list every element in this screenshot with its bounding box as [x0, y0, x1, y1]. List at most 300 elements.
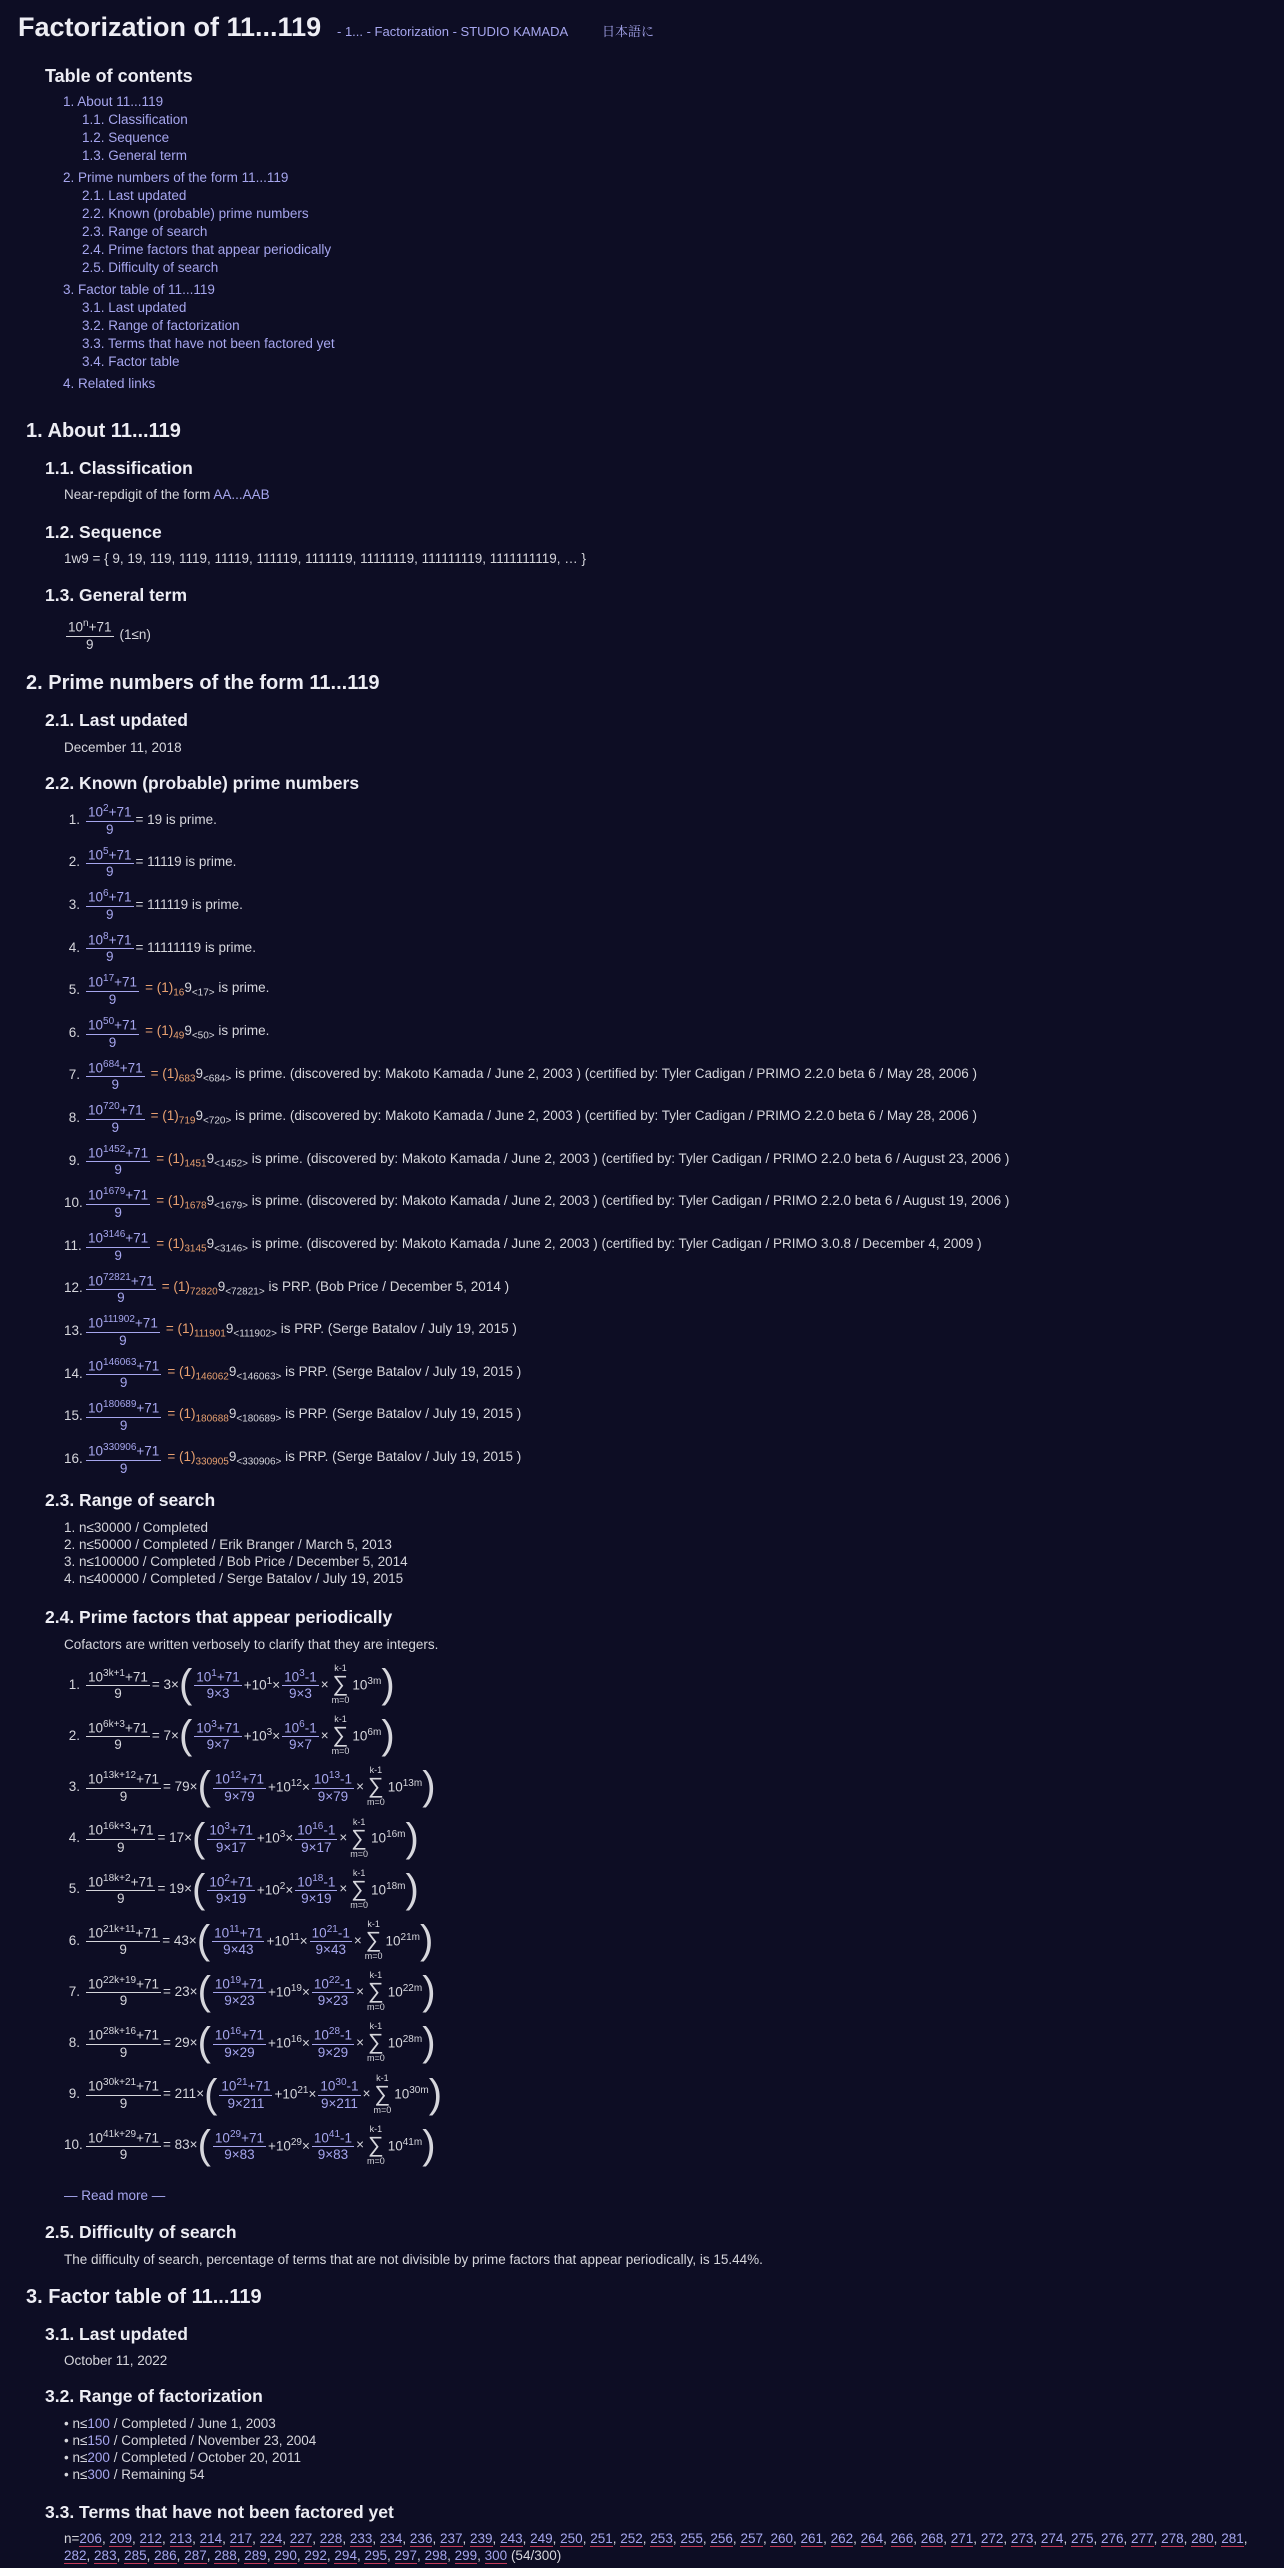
- fraction[interactable]: [312, 2024, 354, 2061]
- fraction-denominator: 9: [111, 1077, 120, 1093]
- term-link[interactable]: 274: [1040, 2531, 1064, 2546]
- exponent: 28: [328, 2026, 341, 2038]
- right-paren: ): [381, 1662, 395, 1706]
- repunit-part: = (1): [145, 980, 174, 996]
- exponent: 3: [266, 1726, 273, 1738]
- term-link[interactable]: 209: [109, 2531, 132, 2546]
- sum-upper: k-1: [369, 1970, 383, 1981]
- toc-link[interactable]: 3.2. Range of factorization: [82, 318, 240, 333]
- fraction[interactable]: [86, 1440, 161, 1477]
- toc-list: [45, 93, 335, 393]
- factor-text: = 211×: [163, 2086, 205, 2102]
- fraction-numerator: $10^{21}+71$: [221, 2077, 271, 2094]
- left-paren: (: [178, 1713, 193, 1758]
- term-link[interactable]: 289: [244, 2548, 267, 2563]
- toc-item: [45, 241, 335, 259]
- term-link[interactable]: 292: [304, 2548, 327, 2563]
- toc-item: [45, 353, 335, 371]
- toc-link[interactable]: 1. About 11...119: [63, 94, 164, 109]
- fraction-numerator: $10^{16k+3}+71$: [88, 1821, 154, 1838]
- exponent: 111902: [103, 1314, 135, 1326]
- length-marker: <684>: [202, 1073, 232, 1085]
- fraction[interactable]: [219, 2075, 272, 2112]
- fraction[interactable]: [207, 1819, 255, 1856]
- fraction[interactable]: [194, 1666, 242, 1703]
- fraction-denominator: 9: [119, 1788, 128, 1804]
- prime-index: 16.: [64, 1450, 83, 1466]
- range-item: • n≤150 / Completed / November 23, 2004: [64, 2433, 317, 2448]
- prime-index: 12.: [64, 1280, 83, 1296]
- toc-link[interactable]: 2.5. Difficulty of search: [82, 260, 219, 275]
- fraction[interactable]: [194, 1717, 242, 1754]
- toc-link[interactable]: 2.4. Prime factors that appear periodically: [82, 242, 332, 257]
- exponent: 3146: [103, 1229, 126, 1240]
- fraction[interactable]: [86, 1312, 160, 1349]
- term-link[interactable]: 287: [184, 2548, 207, 2563]
- fraction-numerator: $10^{18}-1$: [297, 1872, 336, 1890]
- fraction: [86, 1973, 161, 2010]
- right-paren: ): [422, 1764, 436, 1809]
- sum-term: $10^{13m}$: [387, 1778, 423, 1795]
- fraction-denominator: 9×3: [288, 1686, 312, 1702]
- right-paren: ): [428, 2071, 443, 2116]
- repunit-part: = (1): [161, 1278, 190, 1294]
- fraction-denominator: 9×23: [317, 1993, 349, 2009]
- sum-lower: m=0: [366, 2002, 385, 2013]
- fraction-numerator: $10^{17}+71$: [88, 973, 138, 990]
- factor-text: = 7×: [151, 1727, 179, 1743]
- term-link[interactable]: 234: [379, 2531, 403, 2546]
- repunit-part: = (1): [156, 1193, 185, 1209]
- exponent: 12: [229, 1770, 242, 1782]
- repeat-count: 16: [173, 987, 185, 999]
- fraction-denominator: 9: [119, 2147, 128, 2163]
- sigma-symbol: ∑: [367, 2029, 384, 2055]
- fraction[interactable]: [282, 1666, 319, 1703]
- fraction-numerator: $10^{13}-1$: [313, 1770, 353, 1787]
- exponent: 72821: [103, 1271, 131, 1283]
- exponent: 16k+3: [103, 1821, 131, 1833]
- fraction[interactable]: [86, 929, 134, 966]
- fraction-denominator: 9×211: [321, 2095, 358, 2111]
- prime-note: is PRP. (Bob Price / December 5, 2014 ): [264, 1278, 510, 1294]
- prime-index: 8.: [68, 1109, 80, 1125]
- fraction-denominator: 9: [119, 1375, 128, 1391]
- fraction[interactable]: [86, 886, 134, 923]
- sigma-symbol: ∑: [332, 1671, 349, 1696]
- sum-upper: k-1: [369, 2123, 383, 2134]
- term-link[interactable]: 243: [500, 2531, 523, 2546]
- periodic-index: 10.: [64, 2137, 83, 2153]
- fraction-numerator: $10^{18k+2}+71$: [88, 1872, 154, 1890]
- times-sign: ×: [339, 1881, 348, 1897]
- term-link[interactable]: 297: [394, 2548, 418, 2563]
- prime-entry: [64, 971, 269, 1008]
- fraction[interactable]: [86, 1397, 161, 1434]
- toc-link[interactable]: 4. Related links: [63, 376, 156, 391]
- prime-index: 1.: [68, 811, 80, 827]
- prime-note: is prime. (discovered by: Makoto Kamada / June 2, 2003 ) (certified by: Tyler Cadigan / PRIMO 2.2.0 beta 6 / August 19, 2006 ): [248, 1193, 1010, 1209]
- fraction[interactable]: [310, 1922, 352, 1959]
- fraction[interactable]: [86, 1227, 150, 1264]
- toc-link[interactable]: 1.1. Classification: [82, 112, 188, 127]
- term-link[interactable]: 278: [1161, 2531, 1184, 2546]
- exponent: 16: [312, 1821, 324, 1833]
- times-sign: ×: [356, 1778, 364, 1794]
- middle-term: $+10^{12}\times$: [267, 1778, 310, 1795]
- range-item: • n≤200 / Completed / October 20, 2011: [64, 2450, 302, 2465]
- toc-link[interactable]: 3.1. Last updated: [82, 300, 187, 315]
- length-marker: <180689>: [236, 1413, 282, 1425]
- term-link[interactable]: 213: [169, 2531, 193, 2546]
- prime-entry: [64, 1142, 1009, 1179]
- prime-entry: [64, 1014, 269, 1051]
- final-digit: 9: [228, 1363, 237, 1379]
- middle-term: $+10^{29}\times$: [267, 2136, 310, 2154]
- term-link[interactable]: 212: [139, 2531, 163, 2546]
- fraction: [86, 2024, 161, 2061]
- term-link[interactable]: 268: [920, 2531, 944, 2546]
- fraction-denominator: 9×19: [215, 1891, 247, 1907]
- exponent: 3: [224, 1821, 230, 1833]
- term-link[interactable]: 264: [860, 2531, 884, 2546]
- term-link[interactable]: 206: [79, 2531, 102, 2546]
- final-digit: 9: [206, 1150, 215, 1166]
- middle-term: $+10^3\times$: [256, 1829, 294, 1846]
- factor-text: = 29×: [163, 2034, 198, 2050]
- toc-item: [45, 259, 335, 277]
- fraction[interactable]: [213, 1973, 266, 2010]
- sum-term: $10^{18m}$: [371, 1880, 406, 1898]
- prime-entry: [64, 1270, 509, 1307]
- sum-lower: m=0: [373, 2104, 392, 2115]
- classification-link[interactable]: AA...AAB: [213, 487, 270, 502]
- term-link[interactable]: 272: [980, 2531, 1004, 2546]
- periodic-entry: [64, 1817, 419, 1859]
- toc-link[interactable]: 2.3. Range of search: [82, 224, 208, 239]
- repunit-part: = (1): [156, 1150, 185, 1166]
- table-of-contents: [45, 66, 335, 393]
- exponent: 13: [328, 1770, 341, 1782]
- fraction[interactable]: [312, 1973, 354, 2010]
- fraction-denominator: 9: [119, 2095, 128, 2111]
- exponent: 5: [103, 845, 109, 857]
- toc-item: [45, 187, 335, 205]
- fraction: [86, 2127, 161, 2164]
- term-link[interactable]: 299: [454, 2548, 478, 2563]
- language-link[interactable]: 日本語に: [602, 24, 655, 39]
- fraction-numerator: $10^3+71$: [209, 1821, 253, 1838]
- term-link[interactable]: 281: [1221, 2531, 1244, 2546]
- fraction-numerator: $10^{12}+71$: [214, 1770, 264, 1787]
- toc-item: [45, 129, 335, 147]
- fraction-numerator: $10^{111902}+71$: [88, 1314, 158, 1331]
- fraction[interactable]: [213, 2024, 266, 2061]
- left-paren: (: [197, 2122, 211, 2167]
- exponent: 3: [279, 1829, 286, 1841]
- fraction-numerator: $10^{720}+71$: [88, 1101, 143, 1118]
- fraction-denominator: 9×43: [223, 1942, 254, 1958]
- sum-upper: k-1: [376, 2072, 389, 2083]
- repeat-count: 330905: [195, 1456, 229, 1468]
- term-link[interactable]: 217: [229, 2531, 253, 2546]
- term-link[interactable]: 290: [274, 2548, 297, 2563]
- fraction[interactable]: [207, 1871, 255, 1908]
- fraction-numerator: $10^{22}-1$: [313, 1974, 353, 1992]
- fraction-numerator: $10^{30}-1$: [320, 2077, 359, 2094]
- term-link[interactable]: 239: [470, 2531, 493, 2546]
- range-of-factorization-list: [64, 2415, 316, 2483]
- fraction-numerator: $10^6-1$: [284, 1718, 317, 1736]
- fraction-denominator: 9: [114, 1162, 122, 1178]
- middle-term: $+10^2\times$: [256, 1880, 294, 1898]
- exponent: 41: [328, 2128, 341, 2140]
- term-link[interactable]: 275: [1070, 2531, 1094, 2546]
- fraction[interactable]: [86, 1355, 161, 1392]
- sum-upper: k-1: [369, 1765, 383, 1776]
- toc-link[interactable]: 2.1. Last updated: [82, 188, 187, 203]
- range-link[interactable]: 300: [87, 2467, 110, 2482]
- sum-term: $10^{22m}$: [387, 1982, 423, 2000]
- exponent: 19: [229, 1974, 242, 1986]
- term-link[interactable]: 294: [334, 2548, 357, 2563]
- fraction: [86, 1871, 155, 1908]
- toc-item: [45, 169, 335, 187]
- term-link[interactable]: 283: [94, 2548, 117, 2563]
- exponent: 3: [211, 1718, 217, 1730]
- prime-equation: [167, 1449, 521, 1468]
- fraction-numerator: $10^1+71$: [196, 1667, 240, 1685]
- summation: [367, 2021, 385, 2063]
- fraction-numerator: $10^{41k+29}+71$: [88, 2128, 160, 2146]
- sum-lower: m=0: [350, 1899, 369, 1910]
- periodic-entry: [64, 2021, 436, 2063]
- middle-term: $+10^3\times$: [243, 1726, 281, 1744]
- sum-lower: m=0: [366, 1797, 385, 1808]
- terms-count: (54/300): [507, 2548, 562, 2563]
- repunit-part: = (1): [165, 1321, 194, 1337]
- breadcrumb-link[interactable]: - 1... - Factorization - STUDIO KAMADA: [337, 24, 569, 39]
- term-link[interactable]: 266: [890, 2531, 914, 2546]
- fraction[interactable]: [86, 971, 139, 1008]
- fraction-numerator: $10^{16}-1$: [297, 1821, 336, 1838]
- exponent: 146063: [103, 1356, 137, 1368]
- toc-link[interactable]: 1.3. General term: [82, 148, 188, 163]
- term-link[interactable]: 253: [650, 2531, 673, 2546]
- term-link[interactable]: 286: [154, 2548, 177, 2563]
- term-link[interactable]: 260: [770, 2531, 794, 2546]
- term-link[interactable]: 276: [1101, 2531, 1124, 2546]
- general-term-condition: (1≤n): [119, 626, 151, 642]
- times-sign: ×: [339, 1830, 348, 1846]
- fraction[interactable]: [86, 1014, 139, 1051]
- exponent: 22: [328, 1974, 341, 1986]
- left-paren: (: [197, 2020, 211, 2065]
- term-link[interactable]: 224: [259, 2531, 283, 2546]
- fraction[interactable]: [212, 1922, 264, 1959]
- term-link[interactable]: 228: [319, 2531, 343, 2546]
- term-link[interactable]: 285: [124, 2548, 147, 2563]
- fraction[interactable]: [86, 1184, 150, 1221]
- toc-item: [45, 205, 335, 223]
- term-link[interactable]: 255: [680, 2531, 703, 2546]
- range-link[interactable]: 150: [87, 2433, 110, 2448]
- fraction-denominator: 9×17: [215, 1839, 247, 1855]
- toc-link[interactable]: 3.3. Terms that have not been factored yet: [82, 336, 335, 351]
- periodic-factors-heading: 2.4. Prime factors that appear periodically: [45, 1607, 393, 1627]
- exponent: 21m: [400, 1931, 420, 1943]
- fraction-denominator: 9: [119, 1993, 128, 2009]
- fraction[interactable]: [213, 1768, 266, 1805]
- fraction[interactable]: [86, 1057, 145, 1094]
- unfactored-terms-heading: 3.3. Terms that have not been factored yet: [45, 2502, 394, 2522]
- fraction-denominator: 9×23: [224, 1993, 255, 2009]
- periodic-entry: [64, 2124, 436, 2166]
- toc-item: [45, 93, 335, 111]
- fraction-denominator: 9: [119, 1417, 128, 1433]
- toc-link[interactable]: 3.4. Factor table: [82, 354, 180, 369]
- term-link[interactable]: 250: [560, 2531, 583, 2546]
- fraction-denominator: 9: [116, 1839, 125, 1855]
- term-link[interactable]: 261: [800, 2531, 824, 2546]
- prime-index: 2.: [68, 854, 80, 870]
- fraction[interactable]: [312, 2127, 354, 2164]
- exponent: 3: [299, 1667, 305, 1679]
- exponent: 17: [103, 973, 115, 985]
- term-link[interactable]: 236: [409, 2531, 433, 2546]
- right-paren: ): [381, 1713, 395, 1758]
- toc-link[interactable]: 1.2. Sequence: [82, 130, 170, 145]
- term-link[interactable]: 271: [950, 2531, 974, 2546]
- term-link[interactable]: 257: [740, 2531, 763, 2546]
- fraction-denominator: 9: [105, 949, 114, 965]
- fraction-numerator: $10^{16}+71$: [214, 2026, 264, 2043]
- left-paren: (: [178, 1662, 193, 1706]
- term-link[interactable]: 282: [64, 2548, 87, 2563]
- fraction[interactable]: [318, 2075, 360, 2112]
- fraction-denominator: 9×3: [206, 1686, 230, 1702]
- fraction-numerator: $10^{41}-1$: [313, 2128, 353, 2146]
- term-link[interactable]: 252: [620, 2531, 643, 2546]
- final-digit: 9: [228, 1406, 237, 1422]
- general-term-fraction: $\frac{10^n+71}{9}$: [68, 618, 112, 652]
- fraction[interactable]: [213, 2127, 266, 2164]
- exponent: 8: [103, 930, 109, 942]
- toc-link[interactable]: 3. Factor table of 11...119: [63, 282, 215, 297]
- periodic-index: 4.: [68, 1830, 80, 1846]
- exponent: 2: [279, 1880, 286, 1892]
- term-link[interactable]: 237: [439, 2531, 463, 2546]
- fraction[interactable]: [295, 1819, 337, 1856]
- toc-item: [45, 299, 335, 317]
- fraction-numerator: $10^{11}+71$: [214, 1923, 263, 1941]
- sigma-symbol: ∑: [367, 1773, 384, 1799]
- final-digit: 9: [184, 1022, 192, 1038]
- prime-index: 11.: [64, 1237, 82, 1253]
- prime-entry: [64, 1397, 521, 1434]
- fraction[interactable]: [86, 844, 134, 881]
- periodic-entry: [64, 1663, 395, 1705]
- fraction[interactable]: [282, 1717, 319, 1754]
- term-link[interactable]: 233: [349, 2531, 373, 2546]
- term-link[interactable]: 251: [590, 2531, 613, 2546]
- term-link[interactable]: 295: [364, 2548, 387, 2563]
- fraction[interactable]: [86, 1099, 145, 1136]
- term-link[interactable]: 249: [530, 2531, 553, 2546]
- middle-term: $+10^{19}\times$: [267, 1982, 310, 2000]
- sum-upper: k-1: [367, 1919, 380, 1929]
- term-link[interactable]: 300: [484, 2548, 508, 2563]
- exponent: 1: [211, 1667, 217, 1679]
- middle-term: $+10^{21}\times$: [274, 2085, 317, 2102]
- fraction-denominator: 9×43: [315, 1942, 346, 1958]
- sum-lower: m=0: [331, 1746, 350, 1757]
- length-marker: <1452>: [214, 1158, 249, 1170]
- range-link[interactable]: 200: [87, 2450, 110, 2465]
- toc-link[interactable]: 2.2. Known (probable) prime numbers: [82, 206, 309, 221]
- prime-equation: = 11119 is prime.: [135, 854, 237, 870]
- final-digit: 9: [184, 980, 192, 996]
- length-marker: <720>: [202, 1115, 232, 1127]
- read-more-link[interactable]: — Read more —: [64, 2188, 166, 2203]
- term-link[interactable]: 262: [830, 2531, 854, 2546]
- term-link[interactable]: 273: [1010, 2531, 1034, 2546]
- left-paren: (: [196, 1918, 211, 1962]
- prime-equation: [151, 1066, 977, 1085]
- fraction-denominator: 9: [119, 2044, 128, 2060]
- term-link[interactable]: 280: [1191, 2531, 1214, 2546]
- term-link[interactable]: 277: [1131, 2531, 1154, 2546]
- exponent: 41k+29: [103, 2128, 137, 2140]
- times-sign: ×: [356, 1983, 364, 1999]
- term-link[interactable]: 298: [424, 2548, 448, 2563]
- term-link[interactable]: 256: [710, 2531, 733, 2546]
- term-link[interactable]: 227: [289, 2531, 313, 2546]
- final-digit: 9: [195, 1108, 203, 1124]
- toc-link[interactable]: 2. Prime numbers of the form 11...119: [63, 170, 289, 185]
- fraction[interactable]: [295, 1871, 337, 1908]
- factor-text: = 3×: [151, 1676, 179, 1692]
- term-link[interactable]: 288: [214, 2548, 237, 2563]
- fraction-denominator: 9: [114, 1737, 122, 1753]
- fraction-denominator: 9: [119, 1942, 127, 1958]
- sigma-symbol: ∑: [365, 1927, 382, 1952]
- fraction-numerator: $10^{28k+16}+71$: [88, 2026, 160, 2043]
- term-link[interactable]: 214: [199, 2531, 223, 2546]
- prime-equation: [167, 1406, 521, 1425]
- fraction[interactable]: [86, 801, 134, 838]
- fraction[interactable]: [86, 1142, 150, 1179]
- fraction[interactable]: [86, 1270, 156, 1307]
- exponent: 11: [289, 1931, 300, 1943]
- repeat-count: 1678: [184, 1200, 207, 1212]
- periodic-entry: [64, 1714, 395, 1756]
- left-paren: (: [197, 1764, 211, 1809]
- repunit-part: = (1): [167, 1363, 196, 1379]
- fraction-numerator: $10^3-1$: [284, 1667, 317, 1685]
- final-digit: 9: [206, 1235, 215, 1251]
- middle-term: $+10^1\times$: [243, 1675, 281, 1693]
- range-link[interactable]: 100: [87, 2416, 110, 2431]
- summation: [367, 1970, 385, 2012]
- left-paren: (: [204, 2071, 218, 2116]
- fraction[interactable]: [312, 1768, 354, 1805]
- sum-lower: m=0: [366, 2053, 385, 2064]
- toc-item: [45, 223, 335, 241]
- exponent: 6k+3: [103, 1718, 125, 1730]
- exponent: 684: [103, 1058, 120, 1070]
- middle-term: $+10^{11}\times$: [266, 1931, 308, 1949]
